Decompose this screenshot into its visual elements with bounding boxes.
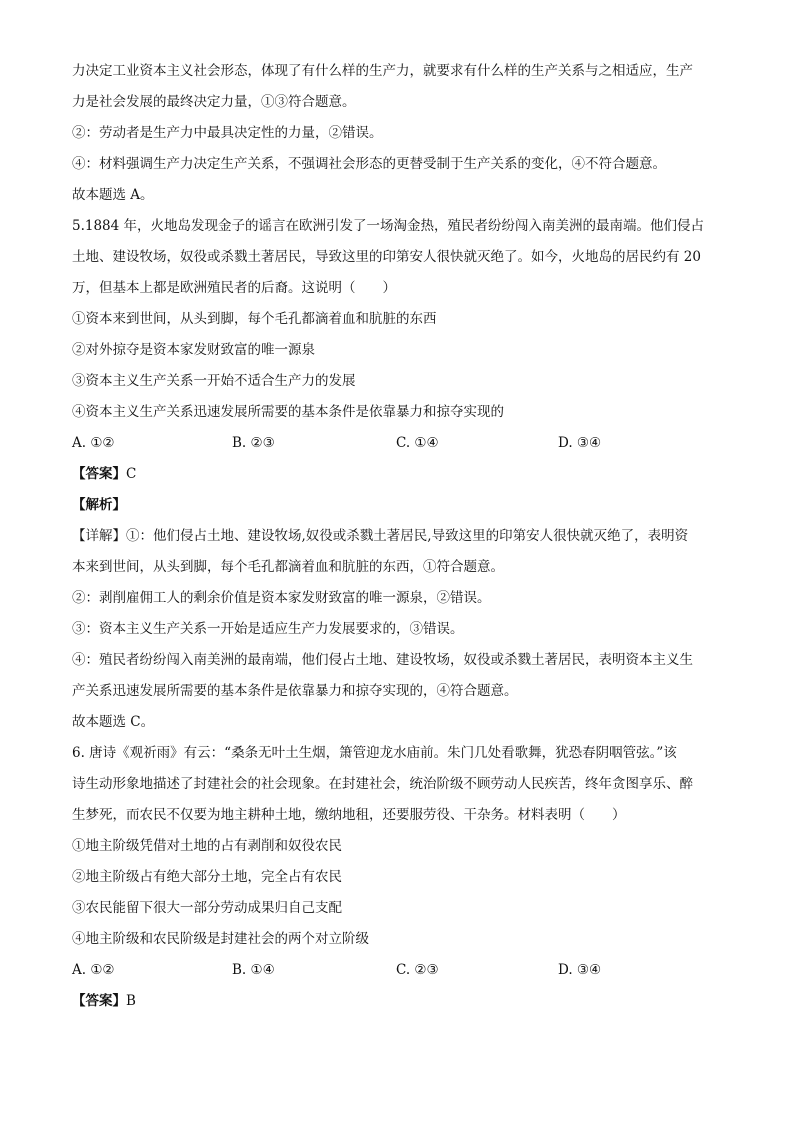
question-6-item-1: ①地主阶级凭借对土地的占有剥削和奴役农民 [72,838,342,854]
text-line: 产关系迅速发展所需要的基本条件是依靠暴力和掠夺实现的，④符合题意。 [72,683,518,699]
option-a: A. ①② [72,435,115,451]
question-5-options [72,428,724,459]
answer-label: 【答案】 [72,993,126,1009]
question-5-detail [72,521,724,552]
option-b: B. ②③ [232,435,275,451]
document-page [72,56,724,1017]
text-line: ④：材料强调生产力决定生产关系，不强调社会形态的更替受制于生产关系的变化，④不符合题意。 [72,156,666,172]
question-6-item-4: ④地主阶级和农民阶级是封建社会的两个对立阶级 [72,931,369,947]
option-a: A. ①② [72,962,115,978]
text-line: 故本题选 C。 [72,714,155,730]
question-6-item-2: ②地主阶级占有绝大部分土地，完全占有农民 [72,869,342,885]
analysis-label: 【解析】 [72,497,126,513]
question-5-item-3: ③资本主义生产关系一开始不适合生产力的发展 [72,373,356,389]
question-6-answer [72,986,724,1017]
text-line: ③：资本主义生产关系一开始是适应生产力发展要求的，③错误。 [72,621,464,637]
option-b: B. ①④ [232,962,275,978]
question-5-stem: 5.1884 年，火地岛发现金子的谣言在欧洲引发了一场淘金热，殖民者纷纷闯入南美洲的最南端。他们侵占 [72,218,705,234]
option-c: C. ②③ [396,962,439,978]
option-d: D. ③④ [558,962,602,978]
text-line: ②：劳动者是生产力中最具决定性的力量，②错误。 [72,125,383,141]
answer-value: C [126,466,137,482]
question-5-item-1: ①资本来到世间，从头到脚，每个毛孔都滴着血和肮脏的东西 [72,311,437,327]
answer-value: B [126,993,136,1009]
question-5-item-4: ④资本主义生产关系迅速发展所需要的基本条件是依靠暴力和掠夺实现的 [72,404,504,420]
question-5-item-2: ②对外掠夺是资本家发财致富的唯一源泉 [72,342,315,358]
question-6-item-3: ③农民能留下很大一部分劳动成果归自己支配 [72,900,342,916]
question-5-answer [72,459,724,490]
text-line: 故本题选 A。 [72,187,154,203]
question-5-stem: 土地、建设牧场，奴役或杀戮土著居民，导致这里的印第安人很快就灭绝了。如今，火地岛的居民约有 20 [72,249,701,265]
detail-label: 【详解】 [72,528,126,544]
text-line: 力是社会发展的最终决定力量，①③符合题意。 [72,94,356,110]
question-6-stem: 6. 唐诗《观祈雨》有云：“桑条无叶土生烟，箫管迎龙水庙前。朱门几处看歌舞，犹恐春阴咽管弦。”该 [72,745,677,761]
question-6-options [72,955,724,986]
question-6-stem: 诗生动形象地描述了封建社会的社会现象。在封建社会，统治阶级不顾劳动人民疾苦，终年贪图享乐、醉 [72,776,693,792]
option-c: C. ①④ [396,435,439,451]
text-line: 本来到世间，从头到脚，每个毛孔都滴着血和肮脏的东西，①符合题意。 [72,559,504,575]
question-5-stem: 万，但基本上都是欧洲殖民者的后裔。这说明（ ） [72,280,396,296]
text-line: ②：剥削雇佣工人的剩余价值是资本家发财致富的唯一源泉，②错误。 [72,590,491,606]
answer-label: 【答案】 [72,466,126,482]
option-d: D. ③④ [558,435,602,451]
text-line: 力决定工业资本主义社会形态，体现了有什么样的生产力，就要求有什么样的生产关系与之相适应，生产 [72,63,693,79]
detail-text: ①：他们侵占土地、建设牧场,奴役或杀戮土著居民,导致这里的印第安人很快就灭绝了，表明资 [126,528,689,544]
text-line: ④：殖民者纷纷闯入南美洲的最南端，他们侵占土地、建设牧场，奴役或杀戮土著居民，表明资本主义生 [72,652,693,668]
question-6-stem: 生梦死，而农民不仅要为地主耕种土地，缴纳地租，还要服劳役、干杂务。材料表明（ ） [72,807,626,823]
